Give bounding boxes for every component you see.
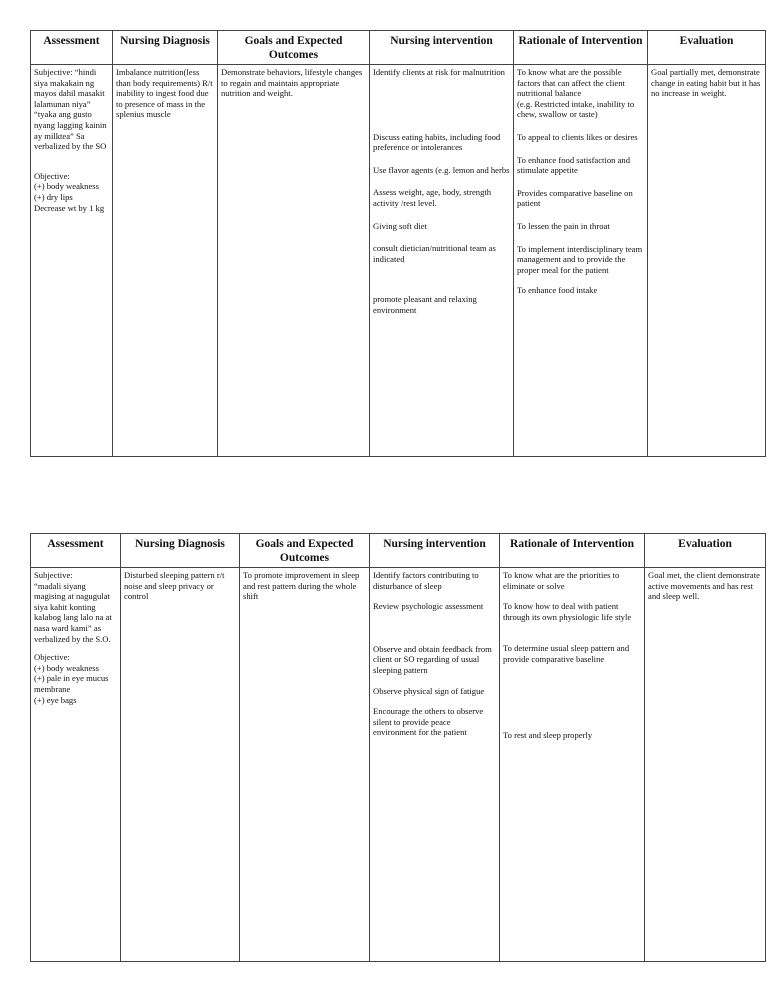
goals-text: Demonstrate behaviors, lifestyle changes to regain and maintain appropriate nutrition and weight. xyxy=(221,67,363,99)
intervention-item: Review psychologic assessment xyxy=(373,601,484,612)
intervention-item: Giving soft diet xyxy=(373,220,427,231)
table-header-row xyxy=(31,31,766,65)
rationale-item: Provides comparative baseline on patient xyxy=(517,187,633,209)
care-plan-table-2 xyxy=(30,533,766,962)
assessment-cell xyxy=(31,65,113,457)
diagnosis-cell xyxy=(113,65,218,457)
intervention-item: Identify factors contributing to disturbance of sleep xyxy=(373,570,479,591)
intervention-item: Observe and obtain feedback from client or SO regarding of usual sleeping pattern xyxy=(373,643,492,675)
rationale-item: To enhance food intake xyxy=(517,285,598,296)
intervention-item: Identify clients at risk for malnutrition xyxy=(373,67,505,77)
header-rationale: Rationale of Intervention xyxy=(514,31,648,65)
evaluation-cell xyxy=(648,65,766,457)
rationale-cell xyxy=(514,65,648,457)
header-nursing-intervention: Nursing intervention xyxy=(370,534,500,568)
table-row xyxy=(31,65,766,457)
header-assessment: Assessment xyxy=(31,31,113,65)
header-rationale: Rationale of Intervention xyxy=(500,534,645,568)
rationale-item: To know what are the possible factors that can affect the client nutritional balance (e.g. Restricted intake, inability to chew, swallow or taste) xyxy=(517,67,635,120)
header-nursing-diagnosis: Nursing Diagnosis xyxy=(121,534,240,568)
rationale-item: To enhance food satisfaction and stimulate appetite xyxy=(517,154,630,176)
intervention-item: Observe physical sign of fatigue xyxy=(373,685,485,696)
objective-text: Objective: (+) body weakness (+) dry lips Decrease wt by 1 kg xyxy=(34,170,105,213)
diagnosis-text: Imbalance nutrition(less than body requirements) R/t inability to ingest food due to presence of mass in the splenius muscle xyxy=(116,67,213,120)
intervention-item: Encourage the others to observe silent to provide peace environment for the patient xyxy=(373,706,484,738)
evaluation-cell xyxy=(645,568,766,962)
goals-cell xyxy=(240,568,370,962)
intervention-item: Assess weight, age, body, strength activity /rest level. xyxy=(373,187,492,208)
assessment-cell xyxy=(31,568,121,962)
header-evaluation: Evaluation xyxy=(645,534,766,568)
header-goals: Goals and Expected Outcomes xyxy=(240,534,370,568)
evaluation-text: Goal met, the client demonstrate active movements and has rest and sleep well. xyxy=(648,570,760,602)
intervention-item: Discuss eating habits, including food preference or intolerances xyxy=(373,131,501,153)
table-row xyxy=(31,568,766,962)
rationale-cell xyxy=(500,568,645,962)
header-nursing-diagnosis: Nursing Diagnosis xyxy=(113,31,218,65)
header-goals: Goals and Expected Outcomes xyxy=(218,31,370,65)
diagnosis-text: Disturbed sleeping pattern r/t noise and sleep privacy or control xyxy=(124,570,225,602)
intervention-cell xyxy=(370,568,500,962)
rationale-item: To know how to deal with patient through its own physiologic life style xyxy=(503,601,632,622)
intervention-item: promote pleasant and relaxing environment xyxy=(373,294,477,315)
goals-text: To promote improvement in sleep and rest pattern during the whole shift xyxy=(243,570,360,602)
intervention-item: consult dietician/nutritional team as indicated xyxy=(373,243,496,264)
care-plan-table-1 xyxy=(30,30,766,457)
table-header-row xyxy=(31,534,766,568)
subjective-text: Subjective: “madali siyang magising at nagugulat siya kahit konting kalabog lang lalo na at nasa ward kami” as verbalized by the S.O. xyxy=(34,570,112,644)
header-assessment: Assessment xyxy=(31,534,121,568)
rationale-item: To rest and sleep properly xyxy=(503,729,593,740)
intervention-item: Use flavor agents (e.g. lemon and herbs xyxy=(373,164,510,175)
rationale-item: To appeal to clients likes or desires xyxy=(517,131,638,142)
evaluation-text: Goal partially met, demonstrate change in eating habit but it has no increase in weight. xyxy=(651,67,761,99)
goals-cell xyxy=(218,65,370,457)
diagnosis-cell xyxy=(121,568,240,962)
rationale-item: To know what are the priorities to eliminate or solve xyxy=(503,570,620,591)
rationale-item: To implement interdisciplinary team management and to provide the proper meal for the patient xyxy=(517,243,643,275)
header-nursing-intervention: Nursing intervention xyxy=(370,31,514,65)
rationale-item: To determine usual sleep pattern and provide comparative baseline xyxy=(503,643,630,664)
header-evaluation: Evaluation xyxy=(648,31,766,65)
rationale-item: To lessen the pain in throat xyxy=(517,220,610,231)
intervention-cell xyxy=(370,65,514,457)
objective-text: Objective: (+) body weakness (+) pale in eye mucus membrane (+) eye bags xyxy=(34,652,109,705)
subjective-text: Subjective: “hindi siya makakain ng mayos dahil masakit lalamunan niya” “tyaka ang gusto nyang lagging kainin ay milktea” Sa verbalized by the SO xyxy=(34,67,107,152)
